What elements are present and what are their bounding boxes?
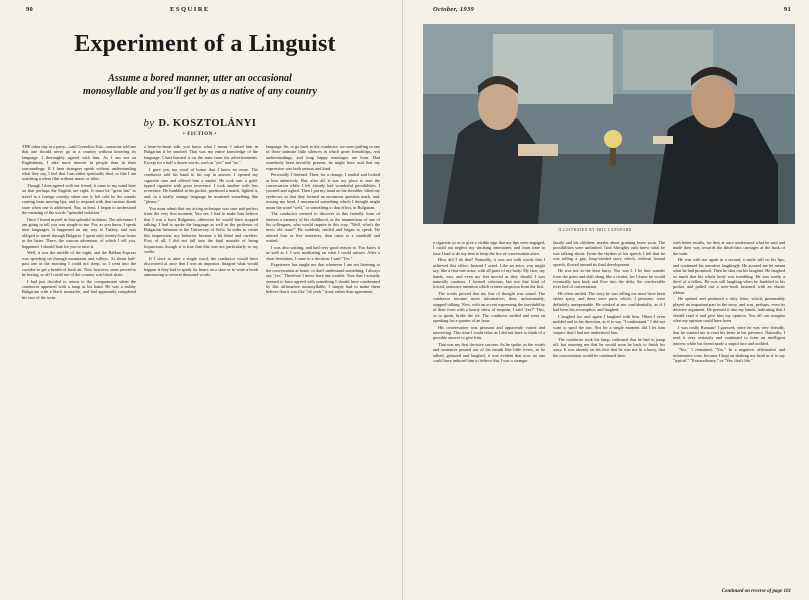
lantern-handle: [610, 148, 616, 166]
paragraph: a heart-to-heart talk, you know what I mean. I asked him in Bulgarian if he smoked. That was my entire knowledge of the language. I had learned it on the train from the advertisements. Except for a half a dozen words, such as "yes" and "no.": [144, 144, 258, 166]
page-number-right: 91: [783, 6, 791, 13]
paragraph: I was also waiting, and had very good reason to. You know it as well as I. I was meditating on what I could answer. After a short hesitation, I came to a decision. I said "Yes.": [266, 244, 380, 261]
paragraph: Once I found myself in that splendid isolation. The adventure I am going to tell you was simple to me. For, as you know, I speak nine languages. It happened on my way to Turkey, and was obliged to travel through Bulgaria. I spent only twenty-four hours in the latter. There, the curious adventure, of which I tell you, happened. I should hate for you to miss it.: [22, 216, 136, 249]
paragraph: You must admit that my acting technique was sure and perfect from the very first moment. You see, I had to make him believe that I was a born Bulgarian, otherwise he would have stopped talking. I had to spoke the language as well as the professor of Bulgarian literature at the University of Sofia. In order to create this impression, my behavior became a bit blasé and careless. First of all, I did not fall into the fatal mistake of being loquacious, though it is true that this was not particularly to my credit.: [144, 205, 258, 255]
paragraph: He was not in the least hurry. Nor was I. I let him wander from the point and drift along like a rivulet, for I knew he would eventually turn back and flow into the delta, the comfortable river bed of conversation.: [553, 268, 665, 290]
window-2: [623, 30, 713, 90]
paragraph: I had just decided to return to the compartment when the conductor appeared with a lamp in his hand. He was a stubby Bulgarian with a black mustache, and had apparently completed his tour of the train.: [22, 278, 136, 300]
left-page: [0, 0, 403, 600]
paragraph: He opened and produced a dirty letter, which, presumably played an important part in the story, and was, perhaps, even its decisive argument. He pressed it into my hands, indicating that I should read it and give him my opinion. You all can imagine what my opinion could have been.: [673, 296, 785, 324]
lantern: [604, 130, 622, 148]
left-figure-head: [478, 82, 518, 130]
paragraph: "Yes," I remarked, "Yes." In a negative, affirmative and informative tone, because I kept on shaking my head as if to say "typical." "Extraordinary." or "Yes, that's life.": [673, 347, 785, 364]
paragraph: That was my first decisive success. As he spoke, as the words and sentences poured out of his mouth like little rivers, as he talked, gestured and laughed, it was evident that now no one could have induced him to believe that I was a stranger.: [433, 342, 545, 364]
paragraph: His conversation was pleasant and apparently varied and interesting. This time I could relax as I did not have to think of a possible answer to give him.: [433, 324, 545, 341]
paragraph: with better results, for they at once understood what he said and made their way towards the third-class carriages at the back of the train.: [673, 240, 785, 256]
left-column-3: [266, 144, 380, 296]
category-label: • FICTION •: [183, 132, 217, 137]
right-column-2: [553, 240, 665, 359]
paragraph: a cigarette so as to give a visible sign that my lips were engaged, I could not neglect my smoking entertainer, and from time to time I had to do my best to keep the fire of conversation alive.: [433, 240, 545, 256]
continued-note: Continued on reverse of page 101: [721, 589, 791, 594]
paragraph: I laughed too and again I laughed with him. Often I even nodded and in his direction, as if to say, "I understand." I did not want to spoil the fun. Not for a single moment did I let him suspect that I had not understood him.: [553, 313, 665, 336]
masthead: ESQUIRE: [170, 6, 210, 13]
paragraph: I gave you my word of honor that I knew no more. The conductor told his hand to his cap in answer. I opened my cigarette case and offered him a smoke. He took one, a gold-tipped cigarette with great reverence. I took another with less reverence. He fumbled in his pocket, produced a match, lighted it, and, in a totally strange language he muttered something like "please.": [144, 166, 258, 205]
paragraph: Experience has taught me that whenever I am not listening to the conversation at home, or don't understand something, I always say "yes." Therefore I never have any trouble. Now that I actually seemed to have agreed with something I should have condemned by this affirmative monosyllable, I simply had to make them believe that it was like "oh yeah," irony rather than agreement.: [266, 262, 380, 295]
paragraph: family and his children; maybe about granting leave soon. The possibilities were unlimited. God Almighty only knew what he was talking about. From the rhythm of his speech I felt that he was telling a gay, long-winded story which, without formal speech, flowed around its final development.: [553, 240, 665, 267]
right-column-3: [673, 240, 785, 365]
issue-date: October, 1939: [433, 6, 475, 13]
newspaper: [518, 144, 558, 156]
right-figure-head: [691, 76, 735, 128]
train-compartment-painting: [423, 24, 795, 224]
paragraph: The conductor took his lamp, indicated that he had to jump off, but assuring me that he would soon be back to finish his story. It was already on his face that he was not in a hurry, that the conversation would be continued later.: [553, 336, 665, 358]
paragraph: Personally I listened. Then, for a change, I smiled and looked at him attentively. But, after all, it was my place to start the conversation while I felt already had wonderful possibilities. I yawned and sighed. Then I put my hand on his shoulder, lifted my eyebrows so that they formed an enormous question mark, and, tossing my head, I murmured something which I thought might mean the word "well," or something to that effect, in Bulgarian.: [266, 172, 380, 210]
paragraph: How did I do that? Naturally, it was not with words that I achieved this effect. Instead I acted. Like an actor, you might say, like a first-rate actor, with all parts of my body. My face, my hands, ears, and even my feet moved as they should. I was naturally cautious. I formed criticism, but not that kind of forced, insincere attention which creates suspicion from the first.: [433, 257, 545, 290]
paragraph: The conductor seemed to discover in this friendly form of interest a memory of his childhood, or the mannerisms of one of his colleagues, who would inquire in this way, "Well, what's the news old man?" He suddenly smiled and began to speak. He uttered four or five sentences, then came to a standstill and waited.: [266, 211, 380, 244]
illustration: [423, 24, 795, 224]
paragraph: I was really Russian! I guessed, since he was very friendly, that he wanted me to read his letter in his presence. Naturally, I read it very seriously and continued to form an intelligent interest while his friend made a stupid face and nodded.: [673, 324, 785, 346]
byline: [60, 118, 340, 129]
byline-prefix: by: [143, 118, 155, 129]
illustration-caption: ILLUSTRATED BY ERIC LANGFORD: [558, 228, 632, 232]
article-deck: Assume a bored manner, utter an occasional monosyllable and you'll get by as a native of any country: [83, 73, 317, 97]
paragraph: He was with me again in a second, a smile still on his lips, and continued his narrative laughingly. He assured me he meant what he had promised. Then he shot out his laughter. He laughed so much that his whole body was trembling. He was surely a devil of a fellow. He was still laughing when he fumbled in his pocket and pulled out a note-book fastened with an elastic ribbon.: [673, 257, 785, 295]
paragraph: Though I then agreed with our friend, it came to my mind later on that perhaps the English are right. It must be "great fun" to travel in a foreign country when one is left cold by the sounds coming from moving lips, and to respond with that curious dumb stare when one is addressed. Nor, at least, I began to understand the meaning of the words "splendid isolation.": [22, 183, 136, 216]
right-column-1: [433, 240, 545, 365]
paragraph: If I were to utter a single word, the conductor would have discovered at once that I was an impostor. Imagine what would happen if they had to speak for hours on a shoe or to write a book announcing to several thousand words.: [144, 255, 258, 277]
cigarette-hand: [653, 136, 673, 144]
paragraph: THE other day at a party—said Cornelius Esti—someone told me that one should never go to a country without knowing its language. I thoroughly agreed with him. As I am not an Englishman, I take more interest in people than in their surroundings. If I hear strangers speak without understanding what they say, I feel that I am either spiritually deaf, or that I am watching a silent film without music or titles.: [22, 144, 136, 182]
author-name: D. KOSZTOLÁNYI: [158, 118, 257, 129]
paragraph: language. So, to go back to the conductor, we were puffing in one of those intimate little silences in which great friendships, real understandings, and long happy marriages are born. Had somebody been invisibly present, he might have said that my expression was both serious and kind.: [266, 144, 380, 171]
paragraph: The words proved that my line of thought was sound. The conductor became more informative; then, unfortunately, stopped talking. Now, with an accent expressing the inevitability of their form with a hearty show of surprise, I said "yes?" This, so to speak, broke the ice. The conductor smiled and went on speaking for a quarter of an hour.: [433, 291, 545, 324]
left-column-2: [144, 144, 258, 279]
left-column-1: [22, 144, 136, 301]
paragraph: Well, it was the middle of the night, and the Balkan Express was speeding on through mountains and valleys. At about half-past one in the morning I could not sleep, so I went into the corridor to get a breath of fresh air. This, however, soon proved to be boring, so all I could see of the country was black skies.: [22, 250, 136, 277]
right-page: [405, 0, 809, 600]
page-number-left: 90: [26, 6, 34, 13]
article-title: Experiment of a Linguist: [74, 31, 336, 57]
paragraph: He often smiled. The story he was telling me must have been rather spicy, and there were parts which, I presume, were definitely unrepeatable. He winked at me confidentially, as if I had been his accomplice, and laughed.: [553, 291, 665, 313]
